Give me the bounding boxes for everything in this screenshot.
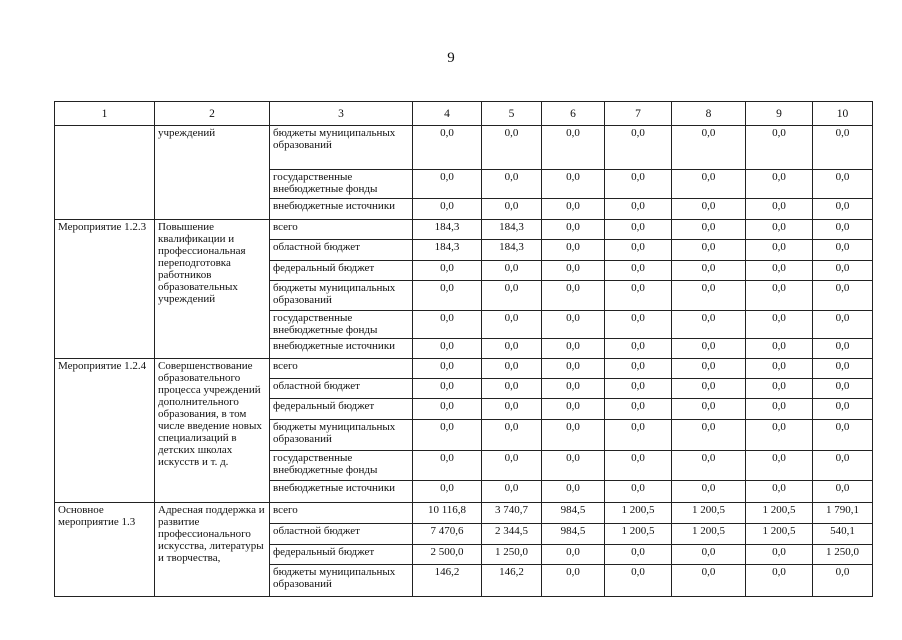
value-cell: 0,0 bbox=[482, 170, 542, 199]
value-cell: 0,0 bbox=[672, 379, 746, 399]
value-cell: 0,0 bbox=[813, 240, 873, 261]
value-cell: 0,0 bbox=[605, 545, 672, 565]
value-cell: 0,0 bbox=[672, 481, 746, 503]
value-cell: 0,0 bbox=[413, 126, 482, 170]
value-cell: 0,0 bbox=[605, 170, 672, 199]
column-header: 3 bbox=[270, 102, 413, 126]
event-description-cell: Адресная поддержка и развитие профессионального искусства, литературы и творчества, bbox=[155, 503, 270, 597]
value-cell: 0,0 bbox=[605, 261, 672, 281]
value-cell: 0,0 bbox=[672, 359, 746, 379]
value-cell: 0,0 bbox=[813, 170, 873, 199]
funding-source-cell: государственные внебюджетные фонды bbox=[270, 170, 413, 199]
event-name-cell: Основное мероприятие 1.3 bbox=[55, 503, 155, 597]
table-header-row bbox=[55, 102, 873, 126]
value-cell: 0,0 bbox=[605, 311, 672, 339]
value-cell: 0,0 bbox=[672, 311, 746, 339]
value-cell: 0,0 bbox=[413, 481, 482, 503]
value-cell: 0,0 bbox=[813, 126, 873, 170]
value-cell: 0,0 bbox=[672, 420, 746, 451]
budget-table bbox=[54, 101, 873, 597]
value-cell: 0,0 bbox=[672, 399, 746, 420]
column-header: 5 bbox=[482, 102, 542, 126]
value-cell: 2 344,5 bbox=[482, 524, 542, 545]
value-cell: 0,0 bbox=[413, 199, 482, 220]
value-cell: 0,0 bbox=[672, 199, 746, 220]
value-cell: 0,0 bbox=[813, 451, 873, 481]
funding-source-cell: федеральный бюджет bbox=[270, 261, 413, 281]
value-cell: 184,3 bbox=[413, 240, 482, 261]
value-cell: 0,0 bbox=[605, 281, 672, 311]
table-row bbox=[55, 126, 873, 170]
value-cell: 0,0 bbox=[482, 339, 542, 359]
funding-source-cell: бюджеты муниципальных образований bbox=[270, 420, 413, 451]
value-cell: 0,0 bbox=[813, 565, 873, 597]
value-cell: 0,0 bbox=[542, 339, 605, 359]
value-cell: 0,0 bbox=[672, 545, 746, 565]
column-header: 6 bbox=[542, 102, 605, 126]
value-cell: 0,0 bbox=[746, 451, 813, 481]
event-description-cell: Совершенствование образовательного процесса учреждений дополнительного образования, в том числе введение новых специализаций в детских школах искусств и т. д. bbox=[155, 359, 270, 503]
value-cell: 0,0 bbox=[482, 199, 542, 220]
value-cell: 0,0 bbox=[413, 261, 482, 281]
value-cell: 0,0 bbox=[672, 240, 746, 261]
value-cell: 0,0 bbox=[746, 261, 813, 281]
funding-source-cell: бюджеты муниципальных образований bbox=[270, 281, 413, 311]
value-cell: 984,5 bbox=[542, 503, 605, 524]
value-cell: 0,0 bbox=[413, 170, 482, 199]
value-cell: 0,0 bbox=[605, 399, 672, 420]
value-cell: 0,0 bbox=[672, 339, 746, 359]
value-cell: 0,0 bbox=[413, 451, 482, 481]
value-cell: 3 740,7 bbox=[482, 503, 542, 524]
funding-source-cell: внебюджетные источники bbox=[270, 199, 413, 220]
value-cell: 0,0 bbox=[482, 261, 542, 281]
value-cell: 0,0 bbox=[746, 220, 813, 240]
column-header: 4 bbox=[413, 102, 482, 126]
value-cell: 0,0 bbox=[542, 261, 605, 281]
value-cell: 0,0 bbox=[482, 379, 542, 399]
value-cell: 0,0 bbox=[542, 420, 605, 451]
value-cell: 7 470,6 bbox=[413, 524, 482, 545]
value-cell: 0,0 bbox=[605, 339, 672, 359]
value-cell: 0,0 bbox=[746, 281, 813, 311]
table-row bbox=[55, 359, 873, 379]
funding-source-cell: внебюджетные источники bbox=[270, 339, 413, 359]
value-cell: 0,0 bbox=[413, 339, 482, 359]
column-header: 10 bbox=[813, 102, 873, 126]
value-cell: 0,0 bbox=[672, 281, 746, 311]
value-cell: 0,0 bbox=[542, 565, 605, 597]
funding-source-cell: бюджеты муниципальных образований bbox=[270, 126, 413, 170]
value-cell: 0,0 bbox=[605, 379, 672, 399]
value-cell: 0,0 bbox=[605, 359, 672, 379]
value-cell: 0,0 bbox=[542, 399, 605, 420]
value-cell: 1 200,5 bbox=[605, 524, 672, 545]
value-cell: 184,3 bbox=[482, 240, 542, 261]
funding-source-cell: федеральный бюджет bbox=[270, 399, 413, 420]
value-cell: 0,0 bbox=[413, 399, 482, 420]
value-cell: 0,0 bbox=[482, 359, 542, 379]
column-header: 1 bbox=[55, 102, 155, 126]
value-cell: 0,0 bbox=[813, 281, 873, 311]
value-cell: 146,2 bbox=[413, 565, 482, 597]
value-cell: 0,0 bbox=[542, 170, 605, 199]
value-cell: 0,0 bbox=[746, 311, 813, 339]
value-cell: 0,0 bbox=[482, 451, 542, 481]
value-cell: 146,2 bbox=[482, 565, 542, 597]
value-cell: 2 500,0 bbox=[413, 545, 482, 565]
table-row bbox=[55, 503, 873, 524]
value-cell: 1 200,5 bbox=[672, 503, 746, 524]
value-cell: 0,0 bbox=[482, 481, 542, 503]
value-cell: 0,0 bbox=[413, 359, 482, 379]
page-number: 9 bbox=[447, 50, 455, 66]
column-header: 9 bbox=[746, 102, 813, 126]
funding-source-cell: всего bbox=[270, 220, 413, 240]
value-cell: 0,0 bbox=[746, 170, 813, 199]
value-cell: 0,0 bbox=[813, 339, 873, 359]
event-name-cell bbox=[55, 126, 155, 220]
value-cell: 1 250,0 bbox=[813, 545, 873, 565]
funding-source-cell: областной бюджет bbox=[270, 524, 413, 545]
value-cell: 0,0 bbox=[672, 261, 746, 281]
table-row bbox=[55, 220, 873, 240]
value-cell: 0,0 bbox=[605, 126, 672, 170]
value-cell: 0,0 bbox=[746, 481, 813, 503]
value-cell: 0,0 bbox=[413, 420, 482, 451]
value-cell: 184,3 bbox=[482, 220, 542, 240]
value-cell: 0,0 bbox=[605, 199, 672, 220]
value-cell: 0,0 bbox=[482, 311, 542, 339]
value-cell: 0,0 bbox=[746, 359, 813, 379]
event-description-cell: учреждений bbox=[155, 126, 270, 220]
event-description-cell: Повышение квалификации и профессиональная переподготовка работников образовательных учреждений bbox=[155, 220, 270, 359]
value-cell: 0,0 bbox=[605, 220, 672, 240]
value-cell: 1 200,5 bbox=[672, 524, 746, 545]
value-cell: 0,0 bbox=[672, 565, 746, 597]
funding-source-cell: федеральный бюджет bbox=[270, 545, 413, 565]
value-cell: 0,0 bbox=[413, 379, 482, 399]
value-cell: 0,0 bbox=[746, 379, 813, 399]
value-cell: 1 250,0 bbox=[482, 545, 542, 565]
value-cell: 0,0 bbox=[813, 311, 873, 339]
value-cell: 0,0 bbox=[542, 281, 605, 311]
funding-source-cell: всего bbox=[270, 503, 413, 524]
value-cell: 540,1 bbox=[813, 524, 873, 545]
value-cell: 0,0 bbox=[542, 240, 605, 261]
value-cell: 1 200,5 bbox=[746, 524, 813, 545]
value-cell: 0,0 bbox=[542, 481, 605, 503]
value-cell: 0,0 bbox=[746, 199, 813, 220]
value-cell: 0,0 bbox=[542, 379, 605, 399]
value-cell: 1 200,5 bbox=[605, 503, 672, 524]
value-cell: 984,5 bbox=[542, 524, 605, 545]
value-cell: 0,0 bbox=[672, 220, 746, 240]
value-cell: 0,0 bbox=[542, 126, 605, 170]
value-cell: 0,0 bbox=[813, 379, 873, 399]
value-cell: 0,0 bbox=[542, 359, 605, 379]
value-cell: 184,3 bbox=[413, 220, 482, 240]
value-cell: 10 116,8 bbox=[413, 503, 482, 524]
value-cell: 0,0 bbox=[542, 220, 605, 240]
value-cell: 1 790,1 bbox=[813, 503, 873, 524]
value-cell: 0,0 bbox=[605, 481, 672, 503]
value-cell: 0,0 bbox=[413, 311, 482, 339]
value-cell: 0,0 bbox=[542, 311, 605, 339]
value-cell: 0,0 bbox=[813, 199, 873, 220]
funding-source-cell: областной бюджет bbox=[270, 379, 413, 399]
column-header: 8 bbox=[672, 102, 746, 126]
value-cell: 0,0 bbox=[542, 451, 605, 481]
funding-source-cell: государственные внебюджетные фонды bbox=[270, 451, 413, 481]
value-cell: 0,0 bbox=[605, 240, 672, 261]
value-cell: 0,0 bbox=[813, 481, 873, 503]
value-cell: 0,0 bbox=[672, 451, 746, 481]
value-cell: 0,0 bbox=[813, 359, 873, 379]
value-cell: 0,0 bbox=[813, 420, 873, 451]
value-cell: 0,0 bbox=[605, 565, 672, 597]
value-cell: 0,0 bbox=[413, 281, 482, 311]
event-name-cell: Мероприятие 1.2.3 bbox=[55, 220, 155, 359]
column-header: 2 bbox=[155, 102, 270, 126]
value-cell: 0,0 bbox=[482, 399, 542, 420]
event-name-cell: Мероприятие 1.2.4 bbox=[55, 359, 155, 503]
funding-source-cell: бюджеты муниципальных образований bbox=[270, 565, 413, 597]
funding-source-cell: внебюджетные источники bbox=[270, 481, 413, 503]
funding-source-cell: всего bbox=[270, 359, 413, 379]
value-cell: 0,0 bbox=[746, 126, 813, 170]
value-cell: 1 200,5 bbox=[746, 503, 813, 524]
value-cell: 0,0 bbox=[482, 420, 542, 451]
column-header: 7 bbox=[605, 102, 672, 126]
value-cell: 0,0 bbox=[813, 261, 873, 281]
value-cell: 0,0 bbox=[482, 281, 542, 311]
value-cell: 0,0 bbox=[813, 220, 873, 240]
value-cell: 0,0 bbox=[542, 545, 605, 565]
value-cell: 0,0 bbox=[672, 170, 746, 199]
value-cell: 0,0 bbox=[605, 420, 672, 451]
value-cell: 0,0 bbox=[672, 126, 746, 170]
value-cell: 0,0 bbox=[746, 420, 813, 451]
value-cell: 0,0 bbox=[746, 339, 813, 359]
value-cell: 0,0 bbox=[542, 199, 605, 220]
value-cell: 0,0 bbox=[482, 126, 542, 170]
value-cell: 0,0 bbox=[746, 565, 813, 597]
value-cell: 0,0 bbox=[813, 399, 873, 420]
value-cell: 0,0 bbox=[746, 240, 813, 261]
value-cell: 0,0 bbox=[605, 451, 672, 481]
funding-source-cell: областной бюджет bbox=[270, 240, 413, 261]
funding-source-cell: государственные внебюджетные фонды bbox=[270, 311, 413, 339]
value-cell: 0,0 bbox=[746, 399, 813, 420]
value-cell: 0,0 bbox=[746, 545, 813, 565]
